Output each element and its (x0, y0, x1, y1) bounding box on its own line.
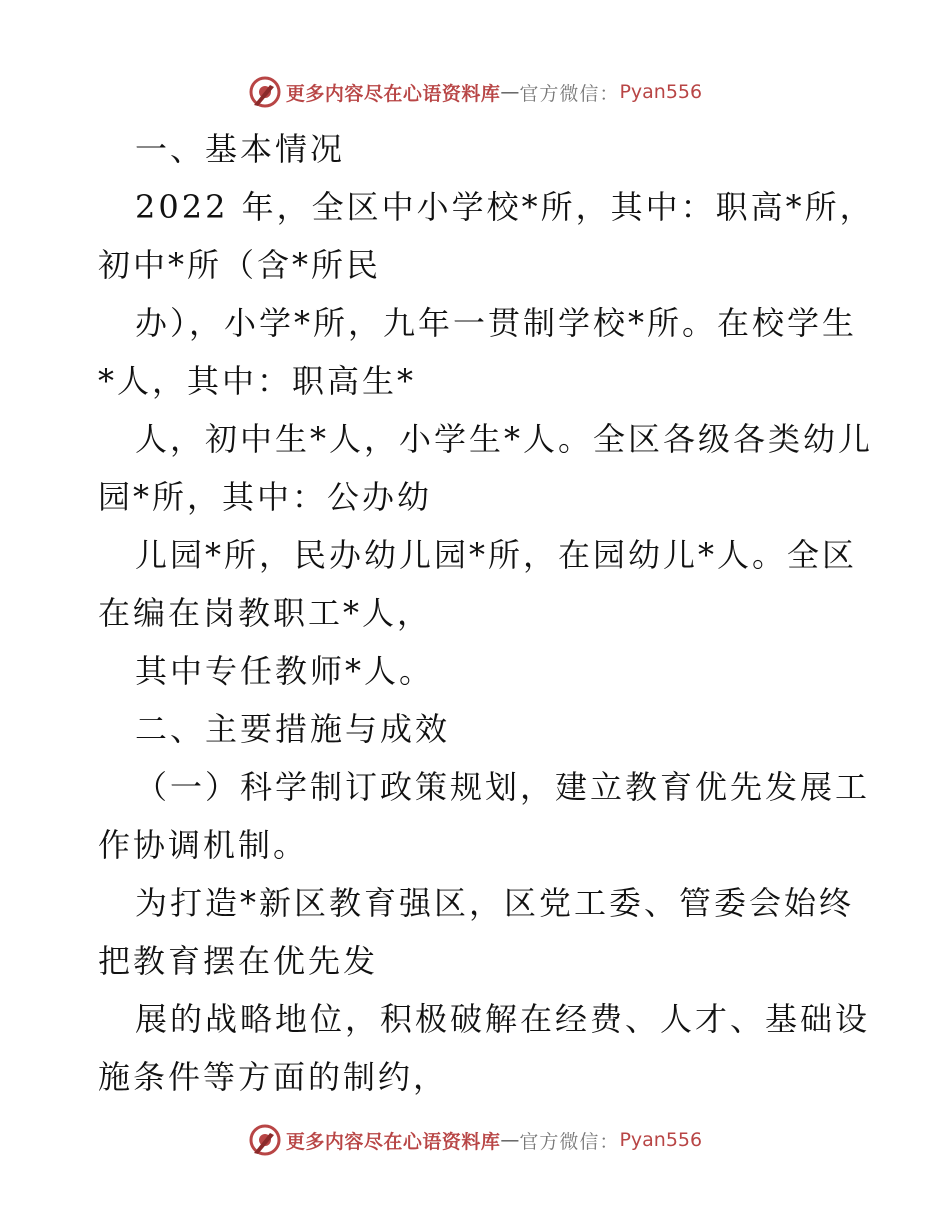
watermark-wechat-id: Pyan556 (619, 1129, 703, 1151)
subsection-heading: （一）科学制订政策规划，建立教育优先发展工 (135, 768, 871, 806)
watermark-brand: 更多内容尽在心语资料库 (285, 82, 501, 105)
document-body (98, 120, 875, 1106)
watermark-separator: — (500, 1129, 520, 1151)
paragraph-line: 施条件等方面的制约， (98, 1058, 449, 1096)
watermark-wechat-id: Pyan556 (619, 81, 703, 103)
watermark-contact-label: 官方微信： (519, 1130, 620, 1153)
section-heading-measures: 二、主要措施与成效 (135, 710, 451, 748)
paragraph-line: 把教育摆在优先发 (98, 942, 379, 980)
watermark-footer (0, 1120, 950, 1160)
quill-seal-icon (248, 1123, 282, 1157)
paragraph-line: 其中专任教师*人。 (135, 652, 435, 690)
paragraph-line: 初中*所（含*所民 (98, 246, 382, 284)
paragraph-line: 作协调机制。 (98, 826, 309, 864)
paragraph-line: 在编在岗教职工*人， (98, 594, 433, 632)
paragraph-line: 儿园*所，民办幼儿园*所，在园幼儿*人。全区 (135, 536, 858, 574)
watermark-contact-label: 官方微信： (519, 82, 620, 105)
paragraph-line: 办），小学*所，九年一贯制学校*所。在校学生 (135, 304, 858, 342)
paragraph-line: 园*所，其中：公办幼 (98, 478, 433, 516)
section-heading-basic: 一、基本情况 (135, 130, 346, 168)
watermark-header (0, 72, 950, 112)
paragraph-line: 为打造*新区教育强区，区党工委、管委会始终 (135, 884, 855, 922)
paragraph-line: 展的战略地位，积极破解在经费、人才、基础设 (135, 1000, 871, 1038)
watermark-brand: 更多内容尽在心语资料库 (285, 1130, 501, 1153)
paragraph-line: *人，其中：职高生* (98, 362, 417, 400)
paragraph-line: 2022 年，全区中小学校*所，其中：职高*所， (135, 188, 875, 226)
watermark-separator: — (500, 81, 520, 103)
paragraph-line: 人，初中生*人，小学生*人。全区各级各类幼儿 (135, 420, 874, 458)
quill-seal-icon (248, 75, 282, 109)
